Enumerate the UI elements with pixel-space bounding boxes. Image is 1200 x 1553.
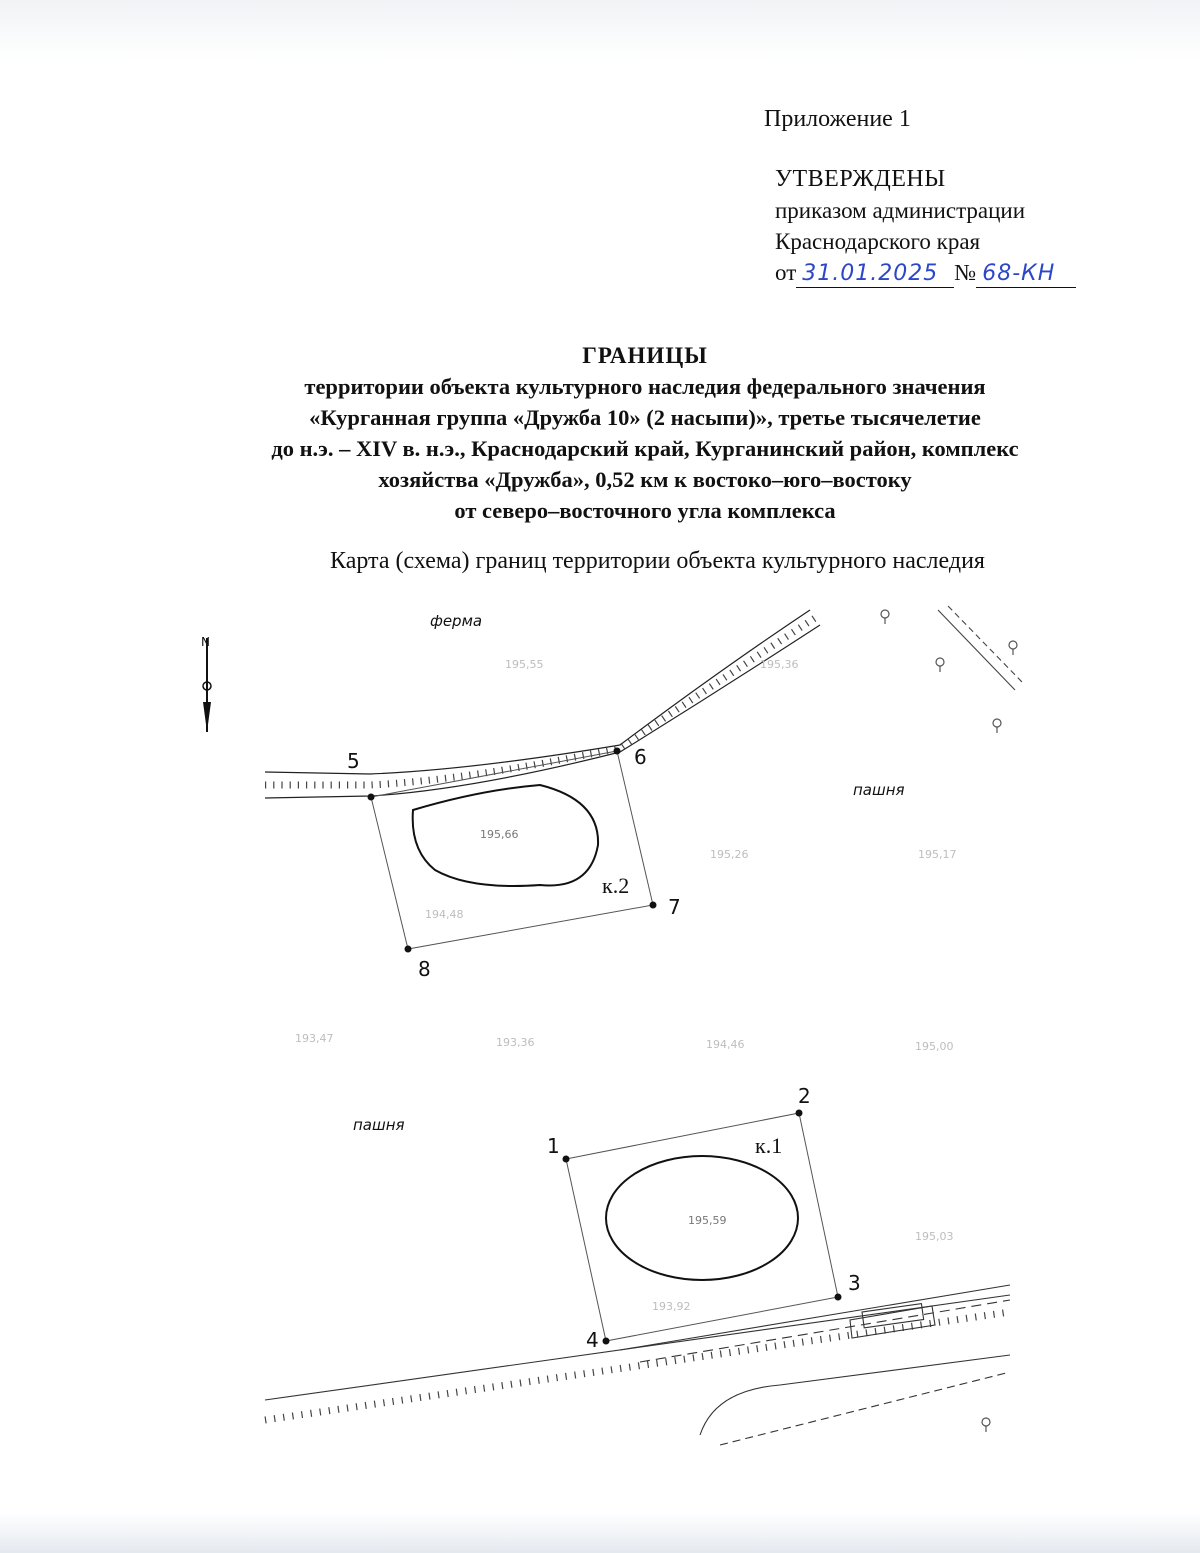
map-caption: Карта (схема) границ территории объекта культурного наследия — [330, 548, 985, 574]
number-field — [976, 261, 1076, 288]
point-label-4: 4 — [586, 1328, 599, 1352]
lower-road — [265, 1285, 1010, 1445]
approval-date-line — [775, 257, 1076, 288]
label-field-top: пашня — [853, 781, 905, 799]
title-line-3: до н.э. – XIV в. н.э., Краснодарский край, Курганинский район, комплекс — [271, 436, 1019, 461]
point-label-2: 2 — [798, 1084, 811, 1108]
scan-shadow-top — [0, 0, 1200, 60]
date-field — [796, 261, 954, 288]
north-arrow-icon — [201, 635, 211, 732]
elevation-label: 193,36 — [496, 1036, 535, 1049]
elevation-label: 194,48 — [425, 908, 464, 921]
elevation-label: 195,66 — [480, 828, 519, 841]
handwritten-date: 31.01.2025 — [802, 261, 939, 286]
elevation-label: 193,47 — [295, 1032, 334, 1045]
title-line-1: территории объекта культурного наследия федерального значения — [304, 374, 986, 399]
approval-block — [775, 164, 1076, 288]
elevation-label: 195,17 — [918, 848, 957, 861]
mound-label-1: к.1 — [755, 1133, 783, 1158]
handwritten-number: 68-КН — [982, 261, 1056, 286]
tree-icon — [881, 610, 1017, 1432]
approval-line-2: Краснодарского края — [775, 229, 981, 254]
elevation-label: 195,55 — [505, 658, 544, 671]
elevation-label: 193,92 — [652, 1300, 691, 1313]
elevation-label: 194,46 — [706, 1038, 745, 1051]
elevation-label: 195,59 — [688, 1214, 727, 1227]
point-label-1: 1 — [547, 1134, 560, 1158]
scan-shadow-bottom — [0, 1513, 1200, 1553]
approval-line-1: приказом администрации — [775, 198, 1026, 223]
from-label: от — [775, 260, 797, 285]
point-label-6: 6 — [634, 745, 647, 769]
label-farm: ферма — [430, 612, 483, 630]
title-line-2: «Курганная группа «Дружба 10» (2 насыпи)», третье тысячелетие — [309, 405, 981, 430]
label-field-bottom: пашня — [353, 1116, 405, 1134]
approved-heading: УТВЕРЖДЕНЫ — [775, 166, 946, 192]
point-label-3: 3 — [848, 1271, 861, 1295]
point-label-8: 8 — [418, 957, 431, 981]
title-line-4: хозяйства «Дружба», 0,52 км к востоко–юго–востоку — [378, 467, 912, 492]
document-title — [150, 340, 1140, 526]
appendix-label: Приложение 1 — [764, 106, 911, 132]
elevation-label: 195,03 — [915, 1230, 954, 1243]
ditch-lines — [938, 606, 1022, 690]
point-label-7: 7 — [668, 895, 681, 919]
point-label-5: 5 — [347, 749, 360, 773]
title-line-5: от северо–восточного угла комплекса — [454, 498, 836, 523]
elevation-label: 195,00 — [915, 1040, 954, 1053]
elevation-label: 195,36 — [760, 658, 799, 671]
boundary-map — [0, 590, 1200, 1450]
mound-label-2: к.2 — [602, 873, 630, 898]
elevation-label: 195,26 — [710, 848, 749, 861]
number-label: № — [954, 260, 977, 285]
north-label: N — [201, 635, 210, 649]
boundary-points — [368, 748, 842, 1345]
title-main: ГРАНИЦЫ — [582, 343, 708, 368]
